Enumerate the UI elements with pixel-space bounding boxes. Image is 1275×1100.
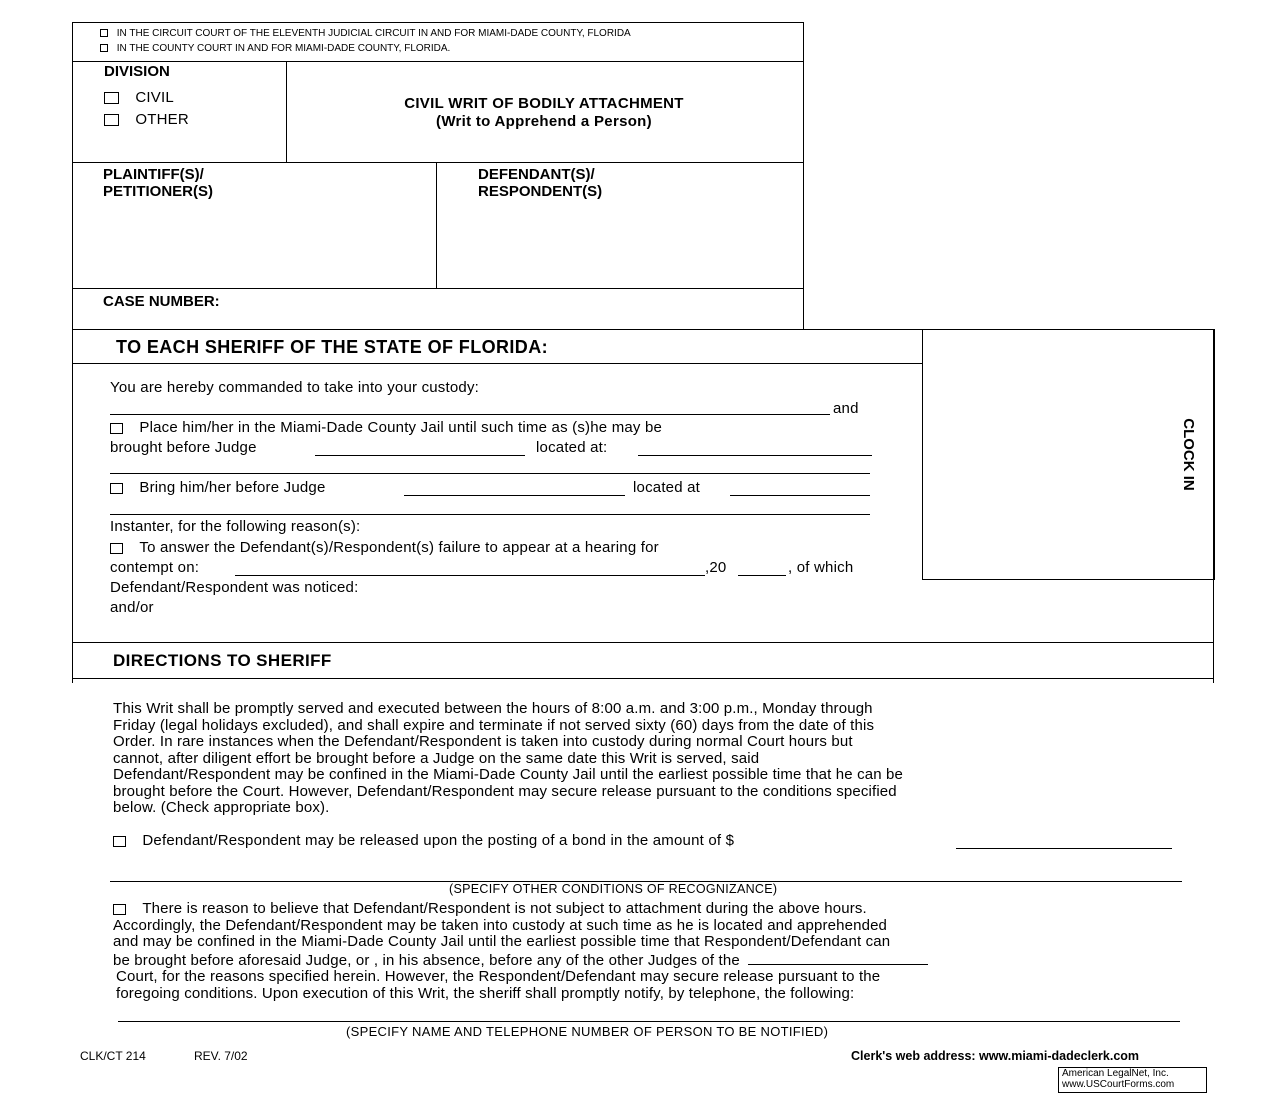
option-jail-label: Place him/her in the Miami-Dade County Jail until such time as (s)he may be [139, 419, 663, 436]
paragraph-line: Court, for the reasons specified herein. However, the Respondent/Defendant may secure release pursuant to the [116, 968, 881, 985]
reason-option-label: To answer the Defendant(s)/Respondent(s) failure to appear at a hearing for [139, 539, 659, 556]
paragraph-line: Defendant/Respondent may be confined in the Miami-Dade County Jail until the earliest possible time that he can be [113, 766, 904, 783]
defendant-label-2: RESPONDENT(S) [478, 183, 603, 200]
bond-option[interactable] [113, 832, 734, 849]
division-option-other-label: OTHER [135, 111, 189, 128]
option-jail[interactable] [110, 419, 662, 436]
plaintiff-label-2: PETITIONER(S) [103, 183, 214, 200]
paragraph-line [113, 951, 928, 970]
judge-label: brought before Judge [110, 439, 257, 456]
year-prefix: ,20 [705, 559, 727, 576]
plaintiff-label: PLAINTIFF(S)/ [103, 166, 204, 183]
paragraph-line: below. (Check appropriate box). [113, 799, 330, 816]
checkbox[interactable] [100, 44, 108, 52]
division-option-civil[interactable] [104, 89, 174, 106]
option-bring-label: Bring him/her before Judge [139, 479, 326, 496]
checkbox[interactable] [100, 29, 108, 37]
paragraph-line: Accordingly, the Defendant/Respondent may be taken into custody at such time as he is located and apprehended [113, 916, 888, 934]
clerk-web-address: Clerk's web address: www.miami-dadeclerk.com [851, 1049, 1140, 1063]
location-field[interactable] [638, 455, 872, 456]
clock-in-box [922, 329, 1215, 580]
and-or-label: and/or [110, 599, 154, 616]
paragraph-line: foregoing conditions. Upon execution of this Writ, the sheriff shall promptly notify, by telephone, the following: [116, 984, 855, 1002]
form-revision: REV. 7/02 [194, 1049, 248, 1063]
checkbox[interactable] [110, 543, 123, 554]
paragraph-line: Order. In rare instances when the Defendant/Respondent is taken into custody during normal Court hours but [113, 733, 853, 750]
located-at-label: located at: [536, 439, 608, 456]
directions-paragraph [113, 701, 903, 817]
bond-option-label: Defendant/Respondent may be released upon the posting of a bond in the amount of $ [142, 832, 735, 849]
legalnet-stamp-line2: www.USCourtForms.com [1062, 1079, 1175, 1090]
paragraph-line: There is reason to believe that Defendant/Respondent is not subject to attachment during the above hours. [142, 900, 867, 917]
instanter-label: Instanter, for the following reason(s): [110, 518, 361, 535]
contempt-date-field[interactable] [235, 575, 705, 576]
judge-field-2[interactable] [404, 495, 625, 496]
court-option-county-label: IN THE COUNTY COURT IN AND FOR MIAMI-DADE COUNTY, FLORIDA. [116, 43, 451, 54]
checkbox[interactable] [113, 904, 126, 915]
bond-amount-field[interactable] [956, 848, 1172, 849]
option-jail-line2 [110, 439, 257, 456]
form-subtitle: (Writ to Apprehend a Person) [436, 113, 652, 130]
legalnet-stamp-line1: American LegalNet, Inc. [1062, 1068, 1169, 1079]
specify-name-caption: (SPECIFY NAME AND TELEPHONE NUMBER OF PERSON TO BE NOTIFIED) [346, 1024, 829, 1039]
court-option-circuit[interactable] [100, 28, 631, 39]
contempt-on-label: contempt on: [110, 559, 200, 576]
defendant-label: DEFENDANT(S)/ [478, 166, 595, 183]
custody-name-field[interactable] [110, 414, 830, 415]
reason-option[interactable] [110, 539, 659, 556]
division-label: DIVISION [104, 63, 170, 80]
location-field-3[interactable] [730, 495, 870, 496]
checkbox[interactable] [104, 92, 119, 104]
custody-intro: You are hereby commanded to take into your custody: [110, 379, 480, 396]
court-option-county[interactable] [100, 43, 450, 54]
paragraph-line: Friday (legal holidays excluded), and shall expire and terminate if not served sixty (60) days from the date of this [113, 716, 875, 734]
option-bring[interactable] [110, 479, 326, 496]
case-number-label: CASE NUMBER: [103, 293, 220, 310]
notify-person-field[interactable] [118, 1021, 1180, 1022]
judges-of-field[interactable] [748, 951, 928, 965]
paragraph-line-text: be brought before aforesaid Judge, or , in his absence, before any of the other Judges of the [113, 951, 740, 969]
location-field-4[interactable] [110, 514, 870, 515]
noticed-label: Defendant/Respondent was noticed: [110, 579, 359, 596]
reason-line-1[interactable] [113, 901, 928, 918]
clock-in-label: CLOCK IN [1179, 418, 1197, 491]
paragraph-line: and may be confined in the Miami-Dade County Jail until the earliest possible time that Respondent/Defendant can [113, 933, 891, 950]
year-field[interactable] [738, 575, 786, 576]
division-option-civil-label: CIVIL [135, 89, 174, 106]
checkbox[interactable] [113, 836, 126, 847]
form-code: CLK/CT 214 [80, 1049, 146, 1063]
location-field-2[interactable] [110, 473, 870, 474]
checkbox[interactable] [110, 483, 123, 494]
reason-paragraph [113, 901, 928, 1002]
paragraph-line: brought before the Court. However, Defendant/Respondent may secure release pursuant to the conditions specified [113, 782, 897, 800]
and-text: and [833, 400, 859, 417]
sheriff-heading: TO EACH SHERIFF OF THE STATE OF FLORIDA: [116, 337, 548, 357]
paragraph-line: cannot, after diligent effort be brought before a Judge on the same date this Writ is served, said [113, 749, 760, 767]
checkbox[interactable] [110, 423, 123, 434]
directions-heading: DIRECTIONS TO SHERIFF [113, 651, 332, 670]
located-at-label-2: located at [633, 479, 701, 496]
court-option-circuit-label: IN THE CIRCUIT COURT OF THE ELEVENTH JUDICIAL CIRCUIT IN AND FOR MIAMI-DADE COUNTY, FLORIDA [116, 28, 631, 39]
specify-conditions-caption: (SPECIFY OTHER CONDITIONS OF RECOGNIZANCE) [449, 882, 778, 896]
division-option-other[interactable] [104, 111, 189, 128]
of-which-label: , of which [788, 559, 854, 576]
paragraph-line: This Writ shall be promptly served and executed between the hours of 8:00 a.m. and 3:00 p.m., Monday through [113, 700, 873, 717]
judge-field[interactable] [315, 455, 525, 456]
form-title: CIVIL WRIT OF BODILY ATTACHMENT [404, 95, 684, 112]
checkbox[interactable] [104, 114, 119, 126]
